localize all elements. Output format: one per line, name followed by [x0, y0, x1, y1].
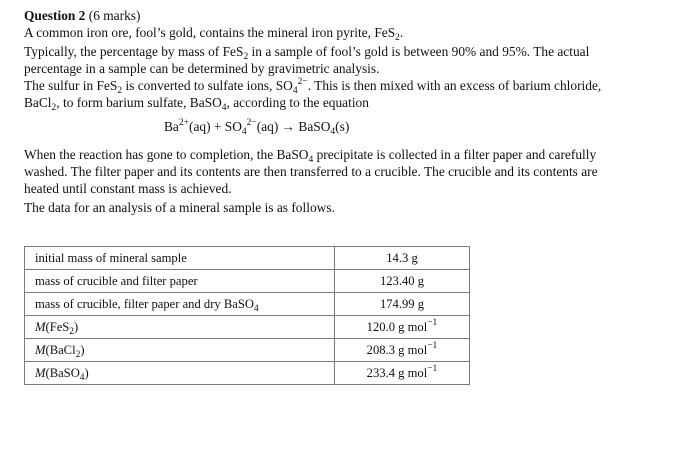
table-row: [25, 247, 470, 270]
table-cell-value: 208.3 g mol$^{-1}$: [335, 339, 470, 362]
question-title: Question 2: [24, 8, 86, 23]
table-cell-value: 123.40 g: [335, 270, 470, 293]
sulfur-paragraph-line-1: The sulfur in FeS$_2$ is converted to sulfate ions, $SO_4^{2-}$. This is then mixed with an excess of barium chloride,: [24, 77, 602, 96]
percentage-paragraph-line-1: Typically, the percentage by mass of FeS$_2$ in a sample of fool’s gold is between 90% and 95%. The actual: [24, 44, 590, 62]
table-cell-label: mass of crucible and filter paper: [25, 270, 335, 293]
chemical-equation: $Ba^{2+}(aq) + SO_4^{2-}(aq)$ → BaSO$_4$(s): [164, 118, 350, 137]
table-cell-value: 233.4 g mol$^{-1}$: [335, 362, 470, 385]
procedure-paragraph-line-1: When the reaction has gone to completion, the BaSO$_4$ precipitate is collected in a filter paper and carefully: [24, 147, 597, 165]
table-row: [25, 270, 470, 293]
table-cell-label: M(FeS$_2$): [25, 316, 335, 339]
table-row: [25, 293, 470, 316]
table-row: [25, 339, 470, 362]
table-cell-label: M(BaSO$_4$): [25, 362, 335, 385]
table-cell-value: 174.99 g: [335, 293, 470, 316]
table-cell-value: 14.3 g: [335, 247, 470, 270]
question-marks: (6 marks): [88, 8, 141, 23]
percentage-paragraph-line-2: percentage in a sample can be determined by gravimetric analysis.: [24, 61, 380, 76]
table-cell-label: initial mass of mineral sample: [25, 247, 335, 270]
table-row: [25, 316, 470, 339]
procedure-paragraph-line-2: washed. The filter paper and its contents are then transferred to a crucible. The crucible and its contents are: [24, 164, 598, 179]
analysis-data-table: [24, 246, 470, 385]
sulfur-paragraph-line-2: BaCl$_2$, to form barium sulfate, BaSO$_4$, according to the equation: [24, 95, 369, 113]
question-heading: [24, 8, 140, 25]
data-intro-text: The data for an analysis of a mineral sample is as follows.: [24, 200, 335, 215]
table-cell-label: M(BaCl$_2$): [25, 339, 335, 362]
intro-paragraph: A common iron ore, fool’s gold, contains the mineral iron pyrite, FeS$_2$.: [24, 25, 404, 43]
table-cell-value: 120.0 g mol$^{-1}$: [335, 316, 470, 339]
procedure-paragraph-line-3: heated until constant mass is achieved.: [24, 181, 232, 196]
table-row: [25, 362, 470, 385]
table-cell-label: mass of crucible, filter paper and dry BaSO$_4$: [25, 293, 335, 316]
